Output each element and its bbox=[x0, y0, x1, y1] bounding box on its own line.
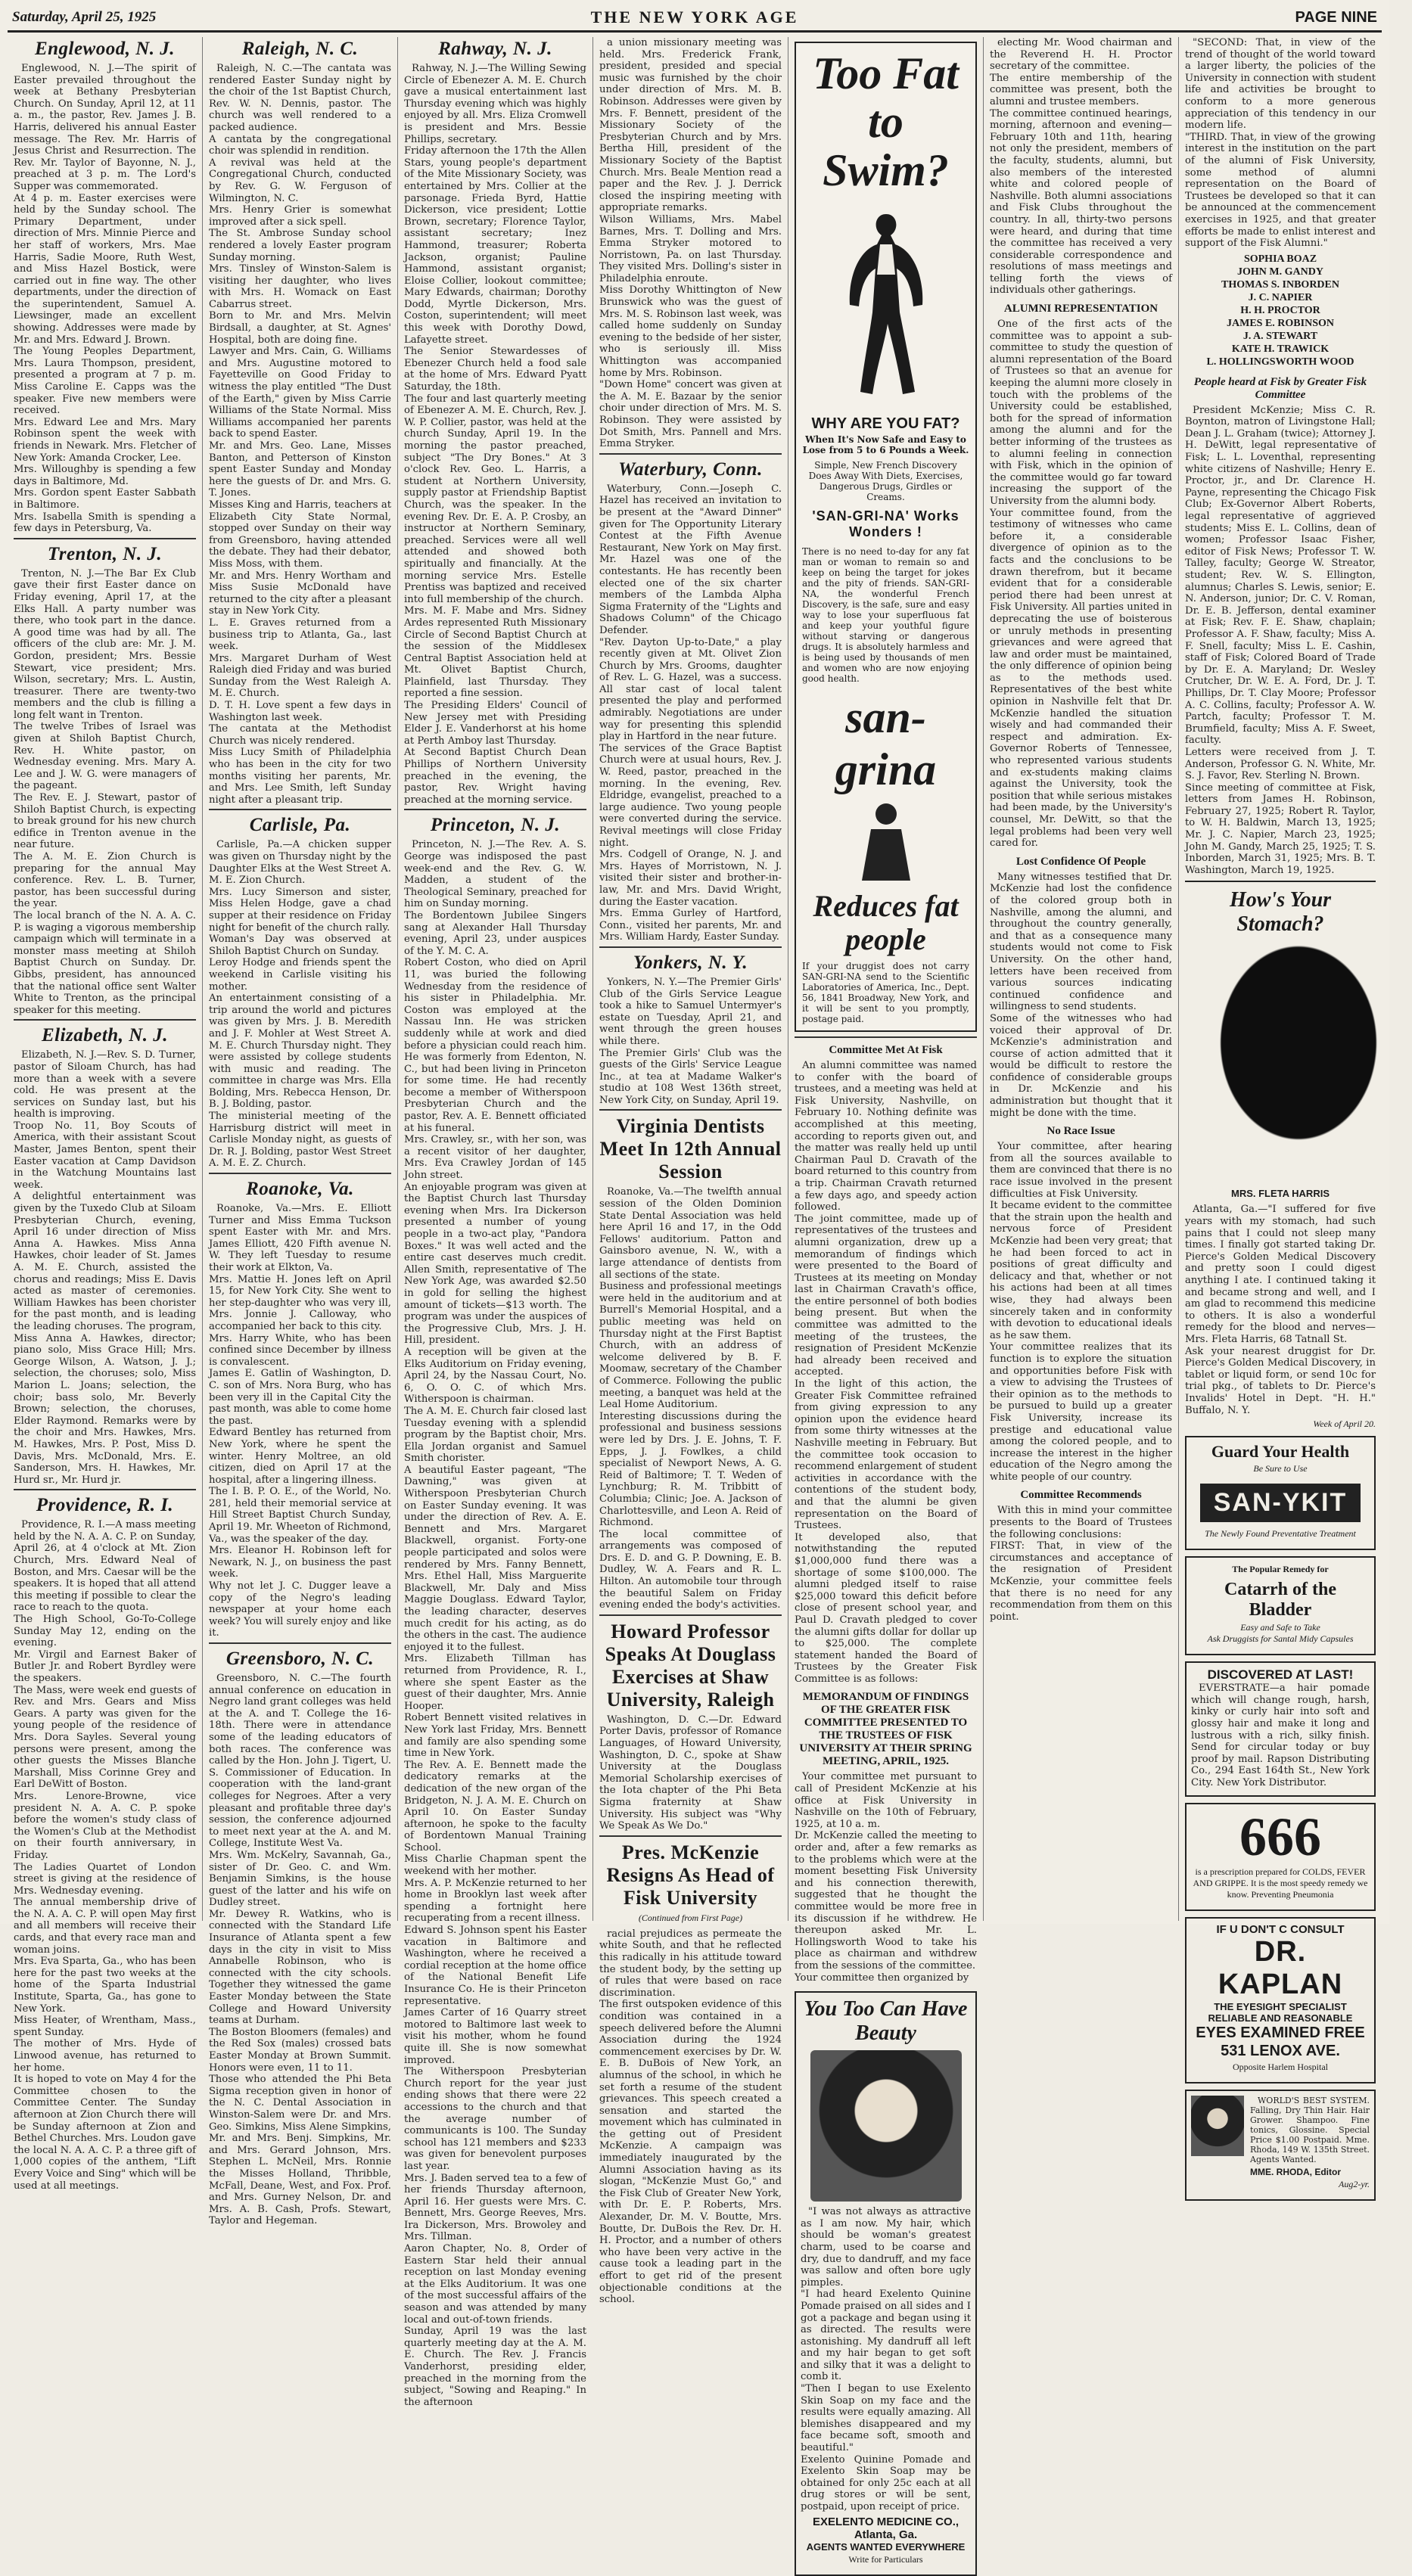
headline-englewood: Englewood, N. J. bbox=[34, 39, 176, 59]
ad-sangrina-logo: san-grina bbox=[835, 692, 937, 794]
article-memorandum: Your committee met pursuant to call of President McKenzie at his office at Fisk University in Nashville on the 10th of February, 1925, at 10 a. m. Dr. McKenzie called the meeting to order and, after a few remarks as to the problems which were at the moment besetting Fisk University and his connection therewith, suggested that he thought the committee would be more free in its discussion if he withdrew. He thereupon asked Mr. L. Hollingsworth Wood to take his place as chairman and withdrew from the sessions of the committee. Your committee then organized by bbox=[795, 1771, 977, 1984]
column-6 bbox=[984, 37, 1179, 1921]
ad-fat-heading: WHY ARE YOU FAT? bbox=[811, 415, 960, 432]
article-committee-met: An alumni committee was named to confer with the board of trustees, and a meeting was held at Fisk University, Nashville, on February 10. Nothing definite was accomplished at this meeting, according to reports given out, and the matter was really held up until Chairman Paul D. Cravath of the board returned to this country from a trip. Chairman Cravath returned a few days ago, and speedy action followed. The joint committee, made up of representatives of the trustees and alumni organization, drew up a memorandum of findings which were presented to the Board of Trustees at its meeting on Monday last in Chairman Cravath's office, the entire personnel of both bodies being present. But when the committee was admitted to the meeting of the trustees, the resignation of President McKenzie had already been received and accepted. In the light of this action, the Greater Fisk Committee refrained from giving expression to any opinion upon the evidence heard from some thirty witnesses at the Nashville meeting in February. But the committee took occasion to recommend enlargement of student activities in accordance with the contentions of the student body, and that the alumni be given representation on the Board of Trustees. It developed also, that notwithstanding the reputed $1,000,000 fund there was a shortage of some $100,000. The alumni pledged itself to raise $25,000 toward this deficit before close of present school year, and Paul D. Cravath pledged to cover the alumni gifts dollar for dollar up to $25,000. The complete statement handed the Board of Trustees by the Greater Fisk Committee is as follows: bbox=[795, 1060, 977, 1685]
headline-providence: Providence, R. I. bbox=[36, 1495, 174, 1516]
divider bbox=[14, 1489, 196, 1490]
column-4 bbox=[593, 37, 788, 2306]
headline-committee-met: Committee Met At Fisk bbox=[829, 1044, 943, 1056]
ad-catarrh-title: Catarrh of the Bladder bbox=[1224, 1580, 1336, 1620]
ad-fat-body: There is no need to-day for any fat man or woman to remain so and keep on being the target for jokes and the pity of friends. SAN-GRI-NA, the wonderful French Discovery, is the safe, sure and easy way to lose your superfluous fat and keep your youthful figure without starving or dangerous drugs. It is absolutely harmless and is being used by thousands of men and women who are now enjoying good health. bbox=[802, 546, 969, 684]
ad-666-title: 666 bbox=[1239, 1807, 1321, 1868]
headline-mckenzie-resigns: Pres. McKenzie Resigns As Head of Fisk University bbox=[606, 1841, 775, 1909]
article-alumni-representation: One of the first acts of the committee was to appoint a sub-committee to study the question of alumni representation of the Board of Trustees so that an avenue for keeping the alumni more closely in touch with the problems of the University could be established, both for the spread of information among the alumni and for the better informing of the trustees as to alumni feeling in connection with Fisk, which in the opinion of the committee would go far toward increasing the support of the University from the alumni body. Your committee found, from the testimony of witnesses who came before it, a considerable divergence of opinion as to the facts and the conclusions to be drawn therefrom, but it became evident that for a considerable period there had been unrest at Fisk University. All parties united in deprecating the use of boisterous or unruly methods in presenting grievances and were agreed that law and order must be maintained, the only difference of opinion being as to the methods used. Representatives of the best white opinion in Nashville felt that Dr. McKenzie handled the situation wisely and had commanded their respect and admiration. Ex-Governor Roberts of Tennessee, who represented various students and ex-students making claims against the University, took the position that while serious mistakes had been made, by the University's counsel, Mr. DeWitt, so that the legal problems had been very well cared for. bbox=[990, 319, 1172, 850]
ad-kaplan-sub: THE EYESIGHT SPECIALIST RELIABLE AND REASONABLE bbox=[1208, 2001, 1353, 2024]
ad-reduces-tagline: Reduces fat people bbox=[813, 889, 959, 956]
headline-elizabeth: Elizabeth, N. J. bbox=[41, 1025, 169, 1046]
divider bbox=[599, 1109, 782, 1111]
headline-lost-confidence: Lost Confidence Of People bbox=[1015, 855, 1146, 868]
newspaper-title: THE NEW YORK AGE bbox=[590, 8, 799, 26]
swimmer-illustration-icon bbox=[803, 199, 969, 403]
headline-carlisle: Carlisle, Pa. bbox=[249, 815, 351, 836]
headline-rahway: Rahway, N. J. bbox=[438, 39, 552, 59]
ad-stomach-title: How's Your Stomach? bbox=[1229, 888, 1332, 937]
article-lost-confidence: Many witnesses testified that Dr. McKenzie had lost the confidence of the colored group both in Nashville, among the alumni, and throughout the country generally, and that as a consequence many students would not come to Fisk University. On the other hand, letters have been received from various sources indicating continued confidence and willingness to send students. Some of the witnesses who had voiced their approval of Dr. McKenzie's administration and course of action admitted that it would be difficult to restore the confidence of considerable groups in Dr. McKenzie and his administration but thought that it might be done with the time. bbox=[990, 871, 1172, 1119]
article-rahway: Rahway, N. J.—The Willing Sewing Circle of Ebenezer A. M. E. Church gave a musical entertainment last Thursday evening which was highly enjoyed by all. Mrs. Eliza Cromwell is president and Mrs. Bessie Phillips, secretary. Friday afternoon the 17th the Allen Stars, young people's department of the Mite Missionary Society, was entertained by Mrs. Collier at the parsonage. Frieda Byrd, Hattie Dickerson, vice president; Lottie Brown, secretary; Florence Taylor, assistant secretary; Inez Hammond, treasurer; Roberta Jackson, organist; Pauline Hammond, assistant organist; Eloise Collier, lookout committee; Mary Edwards, chairman; Dorothy Dodd, Myrtle Dickerson, Mrs. Coston, superintendent; will meet this week with Dorothy Dowd, Lafayette street. The Senior Stewardesses of Ebenezer Church held a food sale at the home of Mrs. Edward Pyatt Saturday, the 18th. The four and last quarterly meeting of Ebenezer A. M. E. Church, Rev. J. W. P. Collier, pastor, was held at the church Sunday, April 19. In the morning the pastor preached, subject "The Dry Bones." At 3 o'clock Rev. Geo. L. Harris, a student at Northern University, supply pastor at Friendship Baptist Church, was the speaker. In the evening Rev. Dr. E. A. P. Crosby, an instructor at Northern Seminary, preached. Services were all well attended and showed both spiritually and financially. At the morning service Mrs. Estelle Prentiss was baptized and received into full membership of the church. Mrs. M. F. Mabe and Mrs. Sidney Ardes represented Ruth Missionary Circle of Second Baptist Church at the session of the Middlesex Central Baptist Association held at Mt. Olivet Baptist Church, Plainfield, last Thursday. They reported a fine session. The Presiding Elders' Council of New Jersey met with Presiding Elder J. E. Vanderhorst at his home at Perth Amboy last Thursday. At Second Baptist Church Dean Phillips of Northern University preached in the evening, the pastor, Rev. Wright having preached at the morning service. bbox=[404, 63, 586, 806]
woman-portrait-icon bbox=[810, 2050, 962, 2202]
ad-666-sub: is a prescription prepared for COLDS, FEVER AND GRIPPE. It is the most speedy remedy we know. Preventing Pneumonia bbox=[1193, 1866, 1368, 1900]
divider bbox=[209, 1642, 391, 1644]
headline-princeton: Princeton, N. J. bbox=[430, 815, 561, 836]
ad-mme-rhoda bbox=[1185, 2090, 1376, 2201]
continued-note: (Continued from First Page) bbox=[638, 1912, 743, 1923]
article-no-race-issue: Your committee, after hearing from all the sources available to them are convinced that there is no race issue involved in the present difficulties at Fisk University. It became evident to the committee that the strain upon the health and nervous force of President McKenzie had been very great; that he had been forced to act in positions of great difficulty and delicacy and that, whether or not his actions had been at all times wise, they had always been sincerely taken and in conformity with devotion to educational ideals as he saw them. Your committee realizes that its function is to explore the situation and opportunities before Fisk with a view to advising the Trustees of their opinion as to the methods to be pursued to build up a greater Fisk University, increase its prestige and educational value among the colored people, and to increase the interest in the higher education of the Negro among the white people of our country. bbox=[990, 1141, 1172, 1483]
column-5 bbox=[788, 37, 984, 2565]
divider bbox=[795, 1036, 977, 1038]
ad-fat-text: Simple, New French Discovery Does Away With Diets, Exercises, Dangerous Drugs, Girdles or Creams. bbox=[808, 460, 963, 502]
ad-mme-text: WORLD'S BEST SYSTEM. Falling, Dry Thin Hair. Hair Grower. Shampoo. Fine tonics, Glossine. Special Price $1.00 Postpaid. Mme. Rhoda, 149 W. 135th Street. Agents Wanted. bbox=[1250, 2096, 1370, 2165]
article-greensboro: Greensboro, N. C.—The fourth annual conference on education in Negro land grant colleges was held at the A. and T. College the 16-18th. There were in attendance some of the leading educators of both races. The conference was called by the Hon. John J. Tigert, U. S. Commissioner of Education. In cooperation with the land-grant colleges for Negroes. After a very pleasant and profitable three day's session, the conference adjourned to meet next year at the A. and M. College, Institute West Va. Mrs. Wm. McKelry, Savannah, Ga., sister of Dr. Geo. C. and Wm. Benjamin Simkins, is the house guest of the latter and his wife on Dudley street. Mr. Dewey R. Watkins, who is connected with the Standard Life Insurance of Atlanta spent a few days in the city in visit to Miss Annabelle Robinson, who is connected with the city schools. Together they witnessed the game Easter Monday between the State College and Howard University teams at Durham. The Boston Bloomers (females) and the Red Sox (males) crossed bats Easter Monday at Brown Summit. Honors were even, 11 to 11. Those who attended the Phi Beta Sigma reception given in honor of the N. C. Dental Association in Winston-Salem were Dr. and Mrs. Geo. Simkins, Miss Alene Simpkins, Mr. and Mrs. Benj. Simpkins, Mr. and Mrs. Gerard Johnson, Mrs. Stephen L. McNeil, Mrs. Ronnie the Misses Holland, Thribble, McFall, Deane, West, and Fox. Prof. and Mrs. Gurney Nelson, Dr. and Mrs. A. B. Cash, Profs. Stewart, Taylor and Hegeman. bbox=[209, 1673, 391, 2227]
masthead bbox=[8, 5, 1382, 33]
headline-no-race-issue: No Race Issue bbox=[1047, 1125, 1115, 1138]
ad-kaplan-opp: Opposite Harlem Hospital bbox=[1233, 2062, 1328, 2073]
article-roanoke: Roanoke, Va.—Mrs. E. Elliott Turner and Miss Emma Tuckson spent Easter with Mr. and Mrs. James Elliott, 420 Fifth avenue N. W. They left Tuesday to resume their work at Elkton, Va. Mrs. Mattie H. Jones left on April 15, for New York City. She went to her step-daughter who was very ill, Mrs. Jonnie J. Calloway, who accompanied her back to this city. Mrs. Harry White, who has been confined since December by illness is convalescent. James E. Gatlin of Washington, D. C. son of Mrs. Nora Burg, who has been very ill in the Capital City the past month, was able to come home the past. Edward Bentley has returned from New York, where he spent the winter. Henry Moltree, an old citizen, died on April 17 at the hospital, after a lingering illness. The I. B. P. O. E., of the World, No. 281, held their memorial service at Hill Street Baptist Church Sunday, April 19. Mr. Wheeton of Richmond, Va., was the speaker of the day. Mrs. Eleanor H. Robinson left for Newark, N. J., on business the past week. Why not let J. C. Dugger leave a copy of the Negro's leading newspaper at your home each week? You will surely enjoy and like it. bbox=[209, 1203, 391, 1639]
ad-beauty-write: Write for Particulars bbox=[848, 2553, 923, 2565]
ad-beauty-text: "I was not always as attractive as I am now. My hair, which should be woman's greatest charm, used to be coarse and dry, due to dandruff, and my face was sallow and often bore ugly pimples. "I had heard Exelento Quinine Pomade praised on all sides and I got a package and began using it as directed. The results were astonishing. My dandruff all left and my hair began to get soft and silky that it was a delight to comb it. "Then I began to use Exelento Skin Soap on my face and the results were equally amazing. All blemishes disappeared and my face became soft, smooth and beautiful." Exelento Quinine Pomade and Exelento Skin Soap may be obtained for only 25c each at all drug stores or will be sent, postpaid, upon receipt of price. bbox=[801, 2206, 971, 2512]
ad-kaplan-eyes: EYES EXAMINED FREE 531 LENOX AVE. bbox=[1196, 2024, 1365, 2060]
ad-guard-sub: Be Sure to Use bbox=[1253, 1463, 1308, 1474]
ad-sanykit bbox=[1185, 1436, 1376, 1550]
headline-greensboro: Greensboro, N. C. bbox=[225, 1648, 375, 1669]
article-committee-recommends: With this in mind your committee presents to the Board of Trustees the following conclusions: FIRST: That, in view of the circumstances and acceptance of the resignation of President McKenzie, your committee feels that there is no need for any recommendation from them on this point. bbox=[990, 1505, 1172, 1623]
article-rahway-continued: a union missionary meeting was held. Mrs. Frederick Frank, president, presided and special music was furnished by the choir under direction of Mrs. M. B. Robinson. Addresses were given by Mrs. F. Bennett, president of the Missionary Society of the Presbyterian Church and by Mrs. Bertha Hill, president of the Missionary Society of the Baptist Church. Mrs. Beale Mention read a paper and the Rev. J. J. Derrick closed the inspiring meeting with appropriate remarks. Wilson Williams, Mrs. Mabel Barnes, Mrs. T. Dolling and Mrs. Emma Stryker motored to Norristown, Pa. on last Thursday. They visited Mrs. Dolling's sister in Philadelphia enroute. Miss Dorothy Whittington of New Brunswick who was the guest of Mrs. M. S. Robinson last week, was called home suddenly on Sunday evening to the bedside of her sister, who is seriously ill. Miss Whittington was accompanied home by Mrs. Robinson. "Down Home" concert was given at the A. M. E. Bazaar by the senior choir under direction of Mrs. M. S. Robinson. They were assisted by Dot Smith, Mrs. Pannell and Mrs. Emma Stryker. bbox=[599, 37, 782, 450]
article-trenton: Trenton, N. J.—The Bar Ex Club gave their first Easter dance on Friday evening, April 17, at the Elks Hall. A party number was there, who took part in the dance. A good time was had by all. The officers of the club are: Mr. J. M. Gordon, president; Mrs. Bessie Stewart, vice president; Mrs. Wilson, secretary; Mrs. L. Austin, treasurer. There are twenty-two members and the club is filling a long felt want in Trenton. The twelve Tribes of Israel was given at Shiloh Baptist Church, Rev. H. White pastor, on Wednesday evening. Mrs. Mary A. Lee and J. W. G. were managers of the pageant. The Rev. E. J. Stewart, pastor of Shiloh Baptist Church, is expecting to break ground for his new church edifice in Trenton avenue in the near future. The A. M. E. Zion Church is preparing for the annual May conference. Rev. L. B. Turner, pastor, has been successful during the year. The local branch of the N. A. A. C. P. is waging a vigorous membership campaign which will terminate in a monster mass meeting at Shiloh Baptist Church on Sunday. Dr. Gibbs, president, has announced that the national office sent Walter White to Trenton, as the principal speaker for this meeting. bbox=[14, 567, 196, 1016]
committee-signers: SOPHIA BOAZ JOHN M. GANDY THOMAS S. INBORDEN J. C. NAPIER H. H. PROCTOR JAMES E. ROBINSON J. A. STEWART KATE H. TRAWICK L. HOLLINGSWORTH WOOD bbox=[1206, 253, 1354, 368]
article-memorandum-continued: electing Mr. Wood chairman and the Reverend H. H. Proctor secretary of the committee. The entire membership of the committee was present, both the alumni and trustee members. The committee continued hearings, morning, afternoon and evening—February 10th and 11th, hearing not only the president, members of the faculty, students, alumni, but also members of the interested white and colored people of Nashville. Both alumni associations and Fisk Clubs throughout the country. In all, thirty-two persons were heard, and during that time the committee has received a very considerable correspondence and resolutions of mass meetings and telling forth the views of individuals other gatherings. bbox=[990, 37, 1172, 297]
divider bbox=[599, 946, 782, 948]
ad-mme-name: MME. RHODA, Editor bbox=[1250, 2167, 1341, 2178]
column-3 bbox=[398, 37, 593, 2408]
article-providence: Providence, R. I.—A mass meeting held by the N. A. A. C. P. on Sunday, April 26, at 4 o'clock at Mt. Zion Church, Mrs. Edward Neal of Boston, and Mrs. Caesar will be the speakers. It is hoped that all attend this meeting if possible to clear the race to reach to the quota. The High School, Go-To-College Sunday May 12, ending on the evening. Mr. Virgil and Earnest Baker of Butler Jr. and Robert Byrdley were the speakers. The Mass, were week end guests of Rev. and Mrs. Gears and Miss Gears. A party was given for the young people of the residence of Mrs. Dora Sayles. Several young persons were present, among the other guests the Misses Blanche Marshall, Miss Corinne Grey and Earl DeWitt of Boston. Mrs. Lenore-Browne, vice president N. A. A. C. P. spoke before the women's study class of the Women's Club at the Methodist on their fourth anniversary, in Friday. The Ladies Quartet of London street is giving at the residence of Mrs. Wednesday evening. The annual membership drive of the N. A. A. C. P. will open May first and all members will receive their cards, and that every race man and woman joins. Mrs. Eva Sparta, Ga., who has been here for the past two weeks at the home of the Sparta Industrial Institute, Sparta, Ga., has gone to New York. Miss Heater, of Wrentham, Mass., spent Sunday. The mother of Mrs. Hyde of Linwood avenue, has returned to her home. It is hoped to vote on May 4 for the Committee chosen to the Committee Center. The Sunday afternoon at Zion Church there will be Sunday afternoon at Zion and Bethel Churches. Mrs. Loudon gave the local N. A. A. C. P. a three gift of 1,000 copies of the anthem, "Lift Every Voice and Sing" which will be used at all meetings. bbox=[14, 1519, 196, 2192]
divider bbox=[209, 1173, 391, 1174]
ad-kaplan-name: DR. KAPLAN bbox=[1218, 1936, 1343, 2001]
divider bbox=[14, 1019, 196, 1021]
column-1 bbox=[8, 37, 203, 2192]
ad-fat-title: Too Fat to Swim? bbox=[813, 48, 959, 195]
headline-memorandum: MEMORANDUM OF FINDINGS OF THE GREATER FISK COMMITTEE PRESENTED TO THE TRUSTEES OF FISK UNIVERSITY AT THEIR SPRING MEETING, APRIL, 1925. bbox=[799, 1691, 972, 1768]
ad-kaplan bbox=[1185, 1917, 1376, 2083]
issue-date: Saturday, April 25, 1925 bbox=[12, 9, 157, 25]
ad-mme-foot: Aug2-yr. bbox=[1339, 2179, 1370, 2190]
column-7 bbox=[1179, 37, 1382, 2190]
divider bbox=[14, 538, 196, 539]
headline-raleigh: Raleigh, N. C. bbox=[241, 39, 359, 59]
ad-stomach-week: Week of April 20. bbox=[1313, 1419, 1376, 1430]
ad-stomach-text: Atlanta, Ga.—"I suffered for five years with my stomach, had such pains that I could not sleep many times. I finally got started taking Dr. Pierce's Golden Medical Discovery and pretty soon I could digest anything I ate. I continued taking it and became strong and well, and I am glad to recommend this medicine to others. It is also a wonderful remedy for the blood and nerves—Mrs. Fleta Harris, 68 Tatnall St. Ask your nearest druggist for Dr. Pierce's Golden Medical Discovery, in tablet or liquid form, or send 10c for trial pkg., of tablets to Dr. Pierce's Invalids' Hotel in Dept. "H. H." Buffalo, N. Y. bbox=[1185, 1204, 1376, 1416]
ad-pierce bbox=[1185, 881, 1376, 1430]
ad-discovered-text: EVERSTRATE—a hair pomade which will change rough, harsh, kinky or curly hair into soft and glossy hair and make it long and lustrous with a rich, silky finish. Send for circular today or buy proof by mail. Rapson Distributing Co., 294 East 164th St., New York City. New York Distributor. bbox=[1191, 1683, 1370, 1788]
ad-catarrh-pre: The Popular Remedy for bbox=[1232, 1564, 1329, 1575]
article-recommends-continued: "SECOND: That, in view of the trend of thought of the world toward a larger liberty, the policies of the University in connection with student life and activities be brought to conform to a more generous appreciation of this tendency in our modern life. "THIRD. That, in view of the growing interest in the institution on the part of the alumni of Fisk University, some method of alumni representation on the Board of Trustees be developed so that it can be announced at the commencement exercises in 1925, and that greater efforts be made to enlist interest and support of the Fisk Alumni." bbox=[1185, 37, 1376, 250]
article-englewood: Englewood, N. J.—The spirit of Easter prevailed throughout the week at Bethany Presbyterian Church. On Sunday, April 12, at 11 a. m., the pastor, Rev. James J. B. Harris, delivered his annual Easter message. The Rev. Mr. Harris of Jesus Christ and Resurrection. The Rev. Mr. Taylor of Bayonne, N. J., preached at 3 p. m. The Lord's Supper was commemorated. At 4 p. m. Easter exercises were held by the Sunday school. The Primary Department, under direction of Mrs. Minnie Pierce and her staff of workers, Mrs. Mae Harris, Sadie Moore, Ruth West, and Miss Hazel Bostick, were carried out in fine way. The other departments, under the direction of the superintendent, Samuel A. Liewsinger, made an excellent showing. Addresses were made by Mr. and Mrs. Edward J. Brown. The Young Peoples Department, Mrs. Laura Thompson, president, presented a program at 7 p. m. Miss Caroline E. Capps was the speaker. Five new members were received. Mrs. Edward Lee and Mrs. Mary Robinson spent the week with friends in Newark. Mrs. Fletcher of New York: Amanda Crocker, Lee. Mrs. Willoughby is spending a few days in Baltimore, Md. Mrs. Gordon spent Easter Sabbath in Baltimore. Mrs. Isabella Smith is spending a few days in Petersburg, Va. bbox=[14, 63, 196, 535]
headline-alumni-representation: ALUMNI REPRESENTATION bbox=[1003, 303, 1159, 315]
article-yonkers: Yonkers, N. Y.—The Premier Girls' Club of the Girls Service League took a hike to Samuel Untermyer's estate on Tuesday, April 21, and went through the green houses while there. The Premier Girls' Club was the guests of the Girls' Service League Inc., at tea at Madame Walker's studio at 108 West 136th street, New York City, on Sunday, April 19. bbox=[599, 976, 782, 1106]
headline-trenton: Trenton, N. J. bbox=[47, 543, 163, 564]
ad-everstrate bbox=[1185, 1661, 1376, 1797]
headline-howard-professor: Howard Professor Speaks At Douglass Exercises at Shaw University, Raleigh bbox=[605, 1620, 776, 1711]
ad-exelento bbox=[795, 1991, 977, 2575]
headline-waterbury: Waterbury, Conn. bbox=[618, 458, 763, 480]
ad-catarrh bbox=[1185, 1556, 1376, 1655]
divider bbox=[209, 809, 391, 810]
ad-catarrh-sub: Easy and Safe to Take Ask Druggists for Santal Midy Capsules bbox=[1207, 1622, 1354, 1645]
article-people-heard: President McKenzie; Miss C. R. Boynton, matron of Livingstone Hall; Dean J. L. Graham (twice); Attorney J. H. DeWitt, legal representative of Fisk; L. L. Loventhal, representing white citizens of Nashville; Henry E. Proctor, jr., and Dr. Clarence H. Payne, representing the Chicago Fisk Club; Ex-Governor Albert Roberts, legal representative of aggrieved students; Miss E. L. Collins, dean of women; Professor Isaac Fisher, editor of Fisk News; Professor T. W. Talley, faculty; George W. Streator, student; Rev. W. S. Ellington, alumnus; Charles S. Lewis, senior; E. N. Anderson, junior; Dr. C. V. Roman, Dr. E. B. Jefferson, dental examiner at Fisk; Rev. F. E. Shaw, chaplain; Professor A. F. Shaw, faculty; Miss A. F. Snell, faculty; Miss L. E. Cashin, staff of Fisk; Colored Board of Trade by Dr. E. A. Maryland; Dr. Wesley Crutcher, Dr. W. E. A. Ford, Dr. J. T. Phillips, Dr. T. Clay Moore; Professor A. C. Collins, faculty; Professor A. W. Partch, faculty; Professor T. M. Brumfield, faculty; Miss A. F. Sweet, faculty. Letters were received from J. T. Anderson, Professor G. N. White, Mr. S. J. Favor, Rev. Sterling N. Brown. Since meeting of committee at Fisk, letters from James H. Robinson, February 27, 1925; Robert R. Taylor, to W. H. Baldwin, March 13, 1925; Mr. J. C. Napier, March 23, 1925; John M. Gandy, March 25, 1925; T. S. Inborden, March 31, 1925; Mrs. B. T. Washington, March 19, 1925. bbox=[1185, 404, 1376, 876]
ad-beauty-title: You Too Can Have Beauty bbox=[804, 1997, 968, 2046]
headline-roanoke: Roanoke, Va. bbox=[246, 1179, 354, 1200]
columns bbox=[8, 37, 1382, 2565]
ad-beauty-agents: AGENTS WANTED EVERYWHERE bbox=[806, 2540, 966, 2553]
ad-stomach-name: MRS. FLETA HARRIS bbox=[1231, 1188, 1330, 1200]
ad-discovered-title: DISCOVERED AT LAST! bbox=[1207, 1667, 1354, 1683]
headline-yonkers: Yonkers, N. Y. bbox=[633, 952, 748, 973]
divider bbox=[599, 1614, 782, 1616]
ad-sanykit-sub: The Newly Found Preventative Treatment bbox=[1205, 1528, 1356, 1540]
ad-fat-subheading: When It's Now Safe and Easy to Lose from 5 to 6 Pounds a Week. bbox=[802, 434, 969, 455]
ad-guard-title: Guard Your Health bbox=[1211, 1442, 1350, 1462]
article-carlisle: Carlisle, Pa.—A chicken supper was given on Thursday night by the Daughter Elks at the West Street A. M. E. Zion Church. Mrs. Lucy Simerson and sister, Miss Helen Hodge, gave a chad supper at their residence on Friday night for benefit of the church rally. Woman's Day was observed at Shiloh Baptist Church on Sunday. Leroy Hodge and friends spent the weekend in Carlisle visiting his mother. An entertainment consisting of a trip around the world and pictures was given by Mrs. J. B. Meredith and J. F. Mohler at West Street A. M. E. Church Thursday night. They were assisted by college students with music and reading. The committee in charge was Mrs. Ella Bolding, Mrs. Rebecca Henson, Dr. B. J. Bolding, pastor. The ministerial meeting of the Harrisburg district will meet in Carlisle Monday night, as guests of Dr. R. J. Bolding, pastor West Street A. M. E. Z. Church. bbox=[209, 839, 391, 1170]
article-raleigh: Raleigh, N. C.—The cantata was rendered Easter Sunday night by the choir of the 1st Baptist Church, Rev. W. N. Dennis, pastor. The church was well rendered to a packed audience. A cantata by the congregational choir was splendid in rendition. A revival was held at the Congregational Church, conducted by Rev. G. W. Ferguson of Wilmington, N. C. Mrs. Henry Grier is somewhat improved after a sick spell. The St. Ambrose Sunday school rendered a lovely Easter program Sunday morning. Mrs. Tinsley of Winston-Salem is visiting her daughter, who lives with Mrs. H. Womack on East Cabarrus street. Born to Mr. and Mrs. Melvin Birdsall, a daughter, at St. Agnes' Hospital, both are doing fine. Lawyer and Mrs. Cain, G. Williams and Mrs. Augustine motored to Fayetteville on Good Friday to witness the play entitled "The Dust of the Earth," given by Miss Carrie Williams of the State Normal. Miss Williams accompanied her parents back to spend Easter. Mr. and Mrs. Geo. Lane, Misses Banton, and Petterson of Kinston spent Easter Sunday and Monday here the guests of Dr. and Mrs. G. T. Jones. Misses King and Harris, teachers at Elizabeth City State Normal, stopped over Sunday on their way from Greensboro, having attended the debate. They had their debator, Miss Moss, with them. Mr. and Mrs. Henry Wortham and Miss Susie McDonald have returned to the city after a pleasant stay in New York City. L. E. Graves returned from a business trip to Atlanta, Ga., last week. Mrs. Margaret Durham of West Raleigh died Friday and was buried Sunday from the West Raleigh A. M. E. Church. D. T. H. Love spent a few days in Washington last week. The cantata at the Methodist Church was nicely rendered. Miss Lucy Smith of Philadelphia who has been in the city for two months visiting her parents, Mr. and Mrs. Lee Smith, left Sunday night after a pleasant trip. bbox=[209, 63, 391, 806]
ad-beauty-company: EXELENTO MEDICINE CO., Atlanta, Ga. bbox=[812, 2515, 959, 2541]
ad-666 bbox=[1185, 1803, 1376, 1911]
ad-kaplan-pre: IF U DON'T C CONSULT bbox=[1216, 1923, 1345, 1937]
ad-san-gri-na bbox=[795, 42, 977, 1032]
woman-portrait-icon bbox=[1191, 2096, 1244, 2156]
column-2 bbox=[203, 37, 398, 2227]
article-virginia-dentists: Roanoke, Va.—The twelfth annual session of the Olden Dominion State Dental Association was held here April 16 and 17, in the Odd Fellows' auditorium. Patton and Gainsboro avenue, N. W., with a large attendance of dentists from all sections of the state. Business and professional meetings were held in the auditorium and at Burrell's Memorial Hospital, and a public meeting was held on Thursday night at the First Baptist Church, with an address of welcome delivered by B. F. Moomaw, secretary of the Chamber of Commerce. Following the public meeting, a banquet was held at the Leal Home Auditorium. Interesting discussions during the professional and business sessions were led by Drs. J. E. Johns, T. F. Epps, J. J. Fowlkes, a child specialist of Newport News, A. G. Reid of Baltimore; T. T. Weden of Lynchburg; R. M. Tribbitt of Columbia; Clinic; Joe. A. Jackson of Charlottesville, and Leon A. Reid of Richmond. The local committee of arrangements was composed of Drs. E. D. and G. P. Downing, E. B. Dudley, W. A. Fears and R. L. Hilton. An automobile tour through the beautiful Salem on Friday evening ended the body's activities. bbox=[599, 1186, 782, 1611]
article-elizabeth: Elizabeth, N. J.—Rev. S. D. Turner, pastor of Siloam Church, has had more than a week with a severe cold. He was present at the services on Sunday last, but his health is improving. Troop No. 11, Boy Scouts of America, with their assistant Scout Master, James Benton, spent their Easter vacation at Camp Davidson in the Watchung Mountains last week. A delightful entertainment was given by the Tuxedo Club at Siloam Presbyterian Church, evening, April 16 under direction of Miss Anna A. Hawkes. Miss Anna Hawkes, choir leader of St. James A. M. E. Church, assisted the chorus and readings; Miss E. Davis acted as master of ceremonies. William Hawkes has been chorister for the past month, and is leading the leading choruses. The program, Miss Anna A. Hawkes, director; piano solo, Miss Grace Hill; Mrs. George Wilson, A. Watson, J. J.; selection, the choruses; solo, Miss Marion L. Joans; selection, the choir; bass solo, Mr. Beverly Brown; selection, the choruses, Elder Raymond. Remarks were by the choir and Mrs. Hawkes, Mrs. M. Hawkes, Mrs. P. Post, Miss D. Davis, Mrs. McDonald, Mrs. E. Sanderson, Mrs. H. Hawkes, Mr. Hurd sr., Mr. Hurd jr. bbox=[14, 1049, 196, 1486]
article-mckenzie-resigns: racial prejudices as permeate the white South, and that he reflected this radically in his attitude toward the student body, by the setting up of rules that were based on race discrimination. The first outspoken evidence of this condition was contained in a speech delivered before the Alumni Association during the 1924 commencement exercises by Dr. W. E. B. DuBois of New York, an alumnus of the school, in which he set forth a resume of the student grievances. This speech created a sensation and started the movement which has culminated in the getting out of President McKenzie. A campaign was immediately inaugurated by the Alumni Association having as its slogan, "McKenzie Must Go," and the Fisk Club of Greater New York, with Dr. E. P. Roberts, Mrs. Alexander, Dr. M. V. Boutte, Mrs. Boutte, Dr. DuBois the Rev. Dr. H. H. Proctor, and a number of others who have been very active in the cause took a leading part in the effort to get rid of the present objectionable conditions at the school. bbox=[599, 1928, 782, 2306]
divider bbox=[599, 453, 782, 455]
article-waterbury: Waterbury, Conn.—Joseph C. Hazel has received an invitation to be present at the "Award Dinner" given for The Opportunity Literary Contest at the Fifth Avenue Restaurant, New York on May first. Mr. Hazel was one of the contestants. He has recently been elected one of the six charter members of the Lambda Alpha Sigma Fraternity of the "Lights and Shadows Column" of the Chicago Defender. "Rev. Dayton Up-to-Date," a play recently given at Mt. Olivet Zion Church by Mrs. Grooms, daughter of Rev. L. G. Hazel, was a success. All star cast of local talent presented the play and performed admirably. Negotiations are under way for presenting this splendid play in Hartford in the near future. The services of the Grace Baptist Church were at usual hours, Rev. J. W. Reed, pastor, preached in the morning. In the evening, Rev. Eldridge, evangelist, preached to a large audience. Two young people were converted during the service. Revival meetings will close Friday night. Mrs. Codgell of Orange, N. J. and Mrs. Hayes of Morristown, N. J. visited their sister and brother-in-law, Mr. and Mrs. David Wright, during the Easter vacation. Mrs. Emma Gurley of Hartford, Conn., visited her parents, Mr. and Mrs. William Hardy, Easter Sunday. bbox=[599, 483, 782, 943]
woman-silhouette-icon bbox=[1185, 941, 1412, 1183]
woman-figure-icon bbox=[841, 799, 931, 882]
article-princeton: Princeton, N. J.—The Rev. A. S. George was indisposed the past week-end and the Rev. G. W. Madden, a student of the Theological Seminary, preached for him on Sunday morning. The Bordentown Jubilee Singers sang at Alexander Hall Thursday evening, April 23, under auspices of the Y. M. C. A. Robert Coston, who died on April 11, was buried the following Wednesday from the residence of his sister in Philadelphia. Mr. Coston was employed at the Nassau Inn. He was stricken suddenly while at work and died before a physician could reach him. He was formerly from Edenton, N. C., but had been living in Princeton for some time. He had recently become a member of Witherspoon Presbyterian Church and the pastor, Rev. A. E. Bennett officiated at his funeral. Mrs. Crawley, sr., with her son, was a recent visitor of her daughter, Mrs. Eva Crawley Jordan of 145 John street. An enjoyable program was given at the Baptist Church last Thursday evening when Mrs. Ira Dickerson presented a number of young people in a two-act play, "Pandora Boxes." It was well acted and the entire cast deserves much credit. Allen Smith, representative of The New York Age, was awarded $2.50 in gold for selling the highest amount of tickets—$13 worth. The program was under the auspices of the Progressive Club, Mrs. J. H. Hill, president. A reception will be given at the Elks Auditorium on Friday evening, April 24, by the Nassau Court, No. 6, O. O. C. of which Mrs. Witherspoon is chairman. The A. M. E. Church fair closed last Tuesday evening with a splendid program by the Baptist choir, Mrs. Ella Jordan organist and Samuel Smith chorister. A beautiful Easter pageant, "The Dawning," was given at Witherspoon Presbyterian Church on Easter Sunday evening. It was under the direction of Rev. A. E. Bennett and Mrs. Margaret Blackwell, organist. Forty-one people participated and solos were rendered by Mrs. Fanny Bennett, Mrs. Ethel Hall, Miss Marguerite Blackwell, Mr. Daly and Miss Maggie Douglass. Edward Taylor, the leading character, deserves much credit for his acting, as do the others in the cast. The audience enjoyed it to the fullest. Mrs. Elizabeth Tillman has returned from Providence, R. I., where she spent Easter as the guest of their daughter, Mrs. Annie Hooper. Robert Bennett visited relatives in New York last Friday, Mrs. Bennett and family are also spending some time in New York. The Rev. A. E. Bennett made the dedicatory remarks at the dedication of the new organ of the Bridgeton, N. J. A. M. E. Church on April 10. On Easter Sunday afternoon, he spoke to the faculty of Bordentown Manual Training School. Miss Charlie Chapman spent the weekend with her mother. Mrs. A. P. McKenzie returned to her home in Brooklyn last week after spending a fortnight here recuperating from a recent illness. Edward S. Johnson spent his Easter vacation in Baltimore and Washington, where he received a cordial reception at the home office of the National Benefit Life Insurance Co. He is their Princeton representative. James Carter of 16 Quarry street motored to Baltimore last week to visit his mother, whom he found quite ill. She is now somewhat improved. The Witherspoon Presbyterian Church report for the year just ending shows that there were 22 accessions to the church and that the average number of communicants is 100. The Sunday school has 121 members and $233 was given for benevolent purposes last year. Mrs. J. Baden served tea to a few of her friends Thursday afternoon, April 16. Her guests were Mrs. C. Bennett, Mrs. George Reeves, Mrs. Ira Dickerson, Mrs. Browoley and Mrs. Tillman. Aaron Chapter, No. 8, Order of Eastern Star held their annual reception on last Monday evening at the Elks Auditorium. It was one of the most successful affairs of the season and was attended by many local and out-of-town friends. Sunday, April 19 was the last quarterly meeting day at the A. M. E. Church. The Rev. J. Francis Vanderhorst, presiding elder, preached in the morning from the subject, "Sowing and Reaping." In the afternoon bbox=[404, 839, 586, 2408]
headline-virginia-dentists: Virginia Dentists Meet In 12th Annual Session bbox=[599, 1115, 782, 1183]
divider bbox=[599, 1835, 782, 1837]
article-howard-professor: Washington, D. C.—Dr. Edward Porter Davis, professor of Romance Languages, of Howard University, Washington, D. C., spoke at Shaw University at the Douglass Memorial Scholarship exercises of the Iota chapter of the Phi Beta Sigma fraternity at Shaw University. His subject was "Why We Speak As We Do." bbox=[599, 1714, 782, 1832]
headline-people-heard: People heard at Fisk by Greater Fisk Committee bbox=[1193, 375, 1367, 401]
ad-fat-brand: 'SAN-GRI-NA' Works Wonders ! bbox=[812, 508, 959, 539]
page-number: PAGE NINE bbox=[1295, 8, 1377, 26]
ad-sanykit-logo: SAN-YKIT bbox=[1200, 1484, 1361, 1522]
divider bbox=[404, 809, 586, 810]
headline-committee-recommends: Committee Recommends bbox=[1020, 1489, 1142, 1502]
ad-fat-footer: If your druggist does not carry SAN-GRI-NA send to the Scientific Laboratories of America, Inc., Dept. 56, 1841 Broadway, New York, and it will be sent to you promptly, postage paid. bbox=[802, 961, 969, 1024]
